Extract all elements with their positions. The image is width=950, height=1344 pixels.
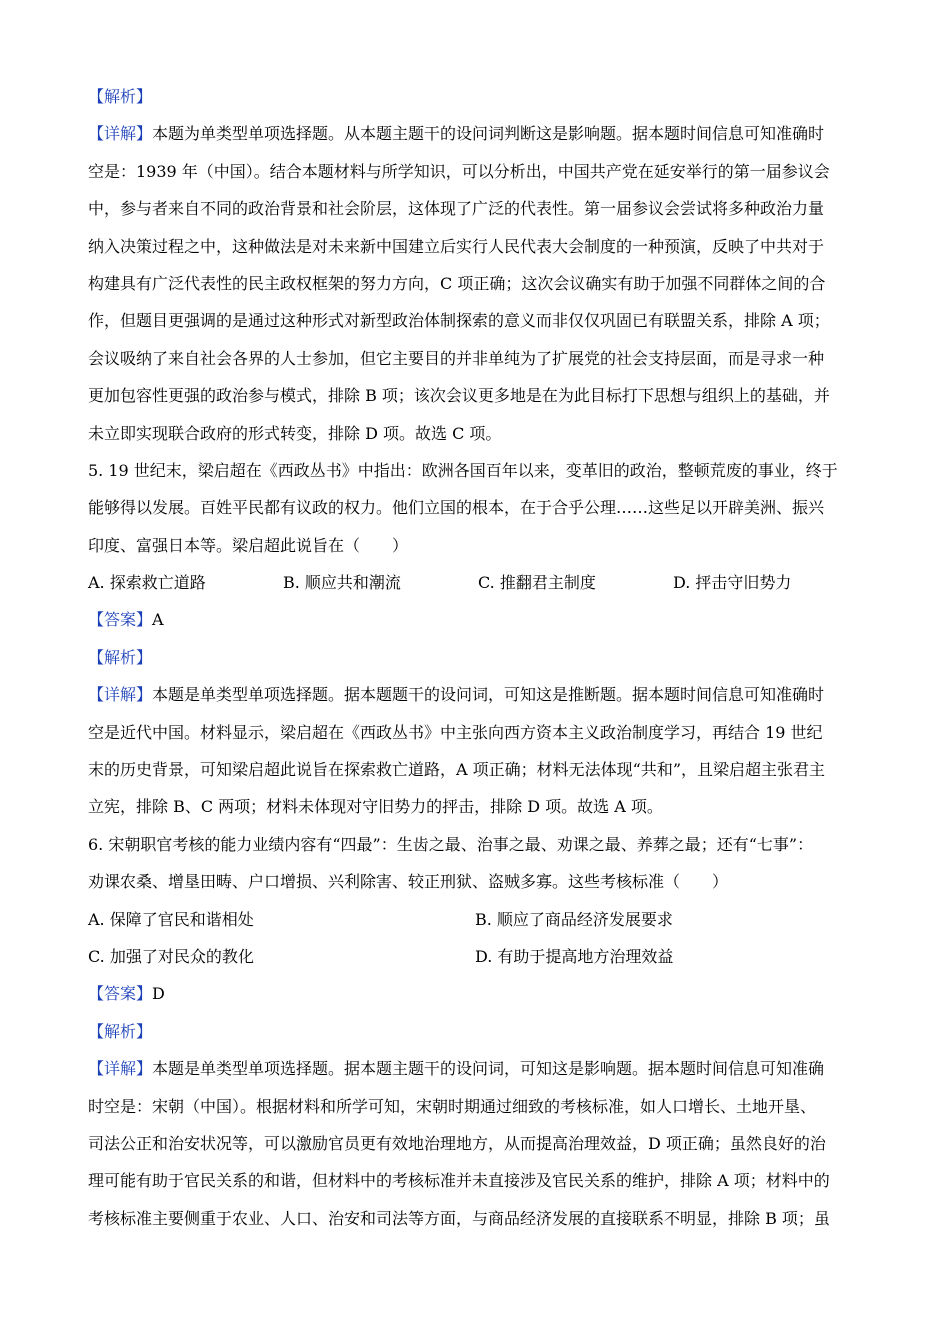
q6-analysis-heading [88,1013,862,1050]
q6-detail-line: 时空是：宋朝（中国）。根据材料和所学可知，宋朝时期通过细致的考核标准，如人口增长、土地开垦、 [88,1096,817,1116]
q6-option-c: C. 加强了对民众的教化 [88,946,254,966]
q6-detail-line [88,1050,862,1087]
q5-option-a: A. 探索救亡道路 [88,573,206,593]
detail-tag: 【详解】 [88,124,153,144]
q5-stem-line: 印度、富强日本等。梁启超此说旨在（ ） [88,535,409,555]
q5-detail-line: 末的历史背景，可知梁启超此说旨在探索救亡道路，A 项正确；材料无法体现“共和”，且梁启超主张君主 [88,760,826,780]
q5-detail-line [88,676,862,713]
q5-stem-line: 能够得以发展。百姓平民都有议政的权力。他们立国的根本，在于合乎公理……这些足以开辟美洲、振兴 [88,498,825,518]
analysis-tag: 【解析】 [88,647,153,667]
detail-text: 本题为单类型单项选择题。从本题主题干的设问词判断这是影响题。据本题时间信息可知准确时 [152,124,825,144]
q6-options-row-2 [88,938,862,975]
document-page [88,78,862,1237]
q6-option-d: D. 有助于提高地方治理效益 [475,946,674,966]
q6-detail-line: 考核标准主要侧重于农业、人口、治安和司法等方面，与商品经济发展的直接联系不明显，排除 B 项；虽 [88,1208,830,1228]
detail-line: 未立即实现联合政府的形式转变，排除 D 项。故选 C 项。 [88,423,502,443]
q6-detail-line: 司法公正和治安状况等，可以激励官员更有效地治理地方，从而提高治理效益，D 项正确；虽然良好的治 [88,1133,826,1153]
analysis-heading [88,78,862,115]
analysis-tag: 【解析】 [88,1021,153,1041]
q5-option-d: D. 抨击守旧势力 [673,573,792,593]
detail-line [88,115,862,152]
detail-line: 空是：1939 年（中国）。结合本题材料与所学知识，可以分析出，中国共产党在延安举行的第一届参议会 [88,161,830,181]
detail-line: 会议吸纳了来自社会各界的人士参加，但它主要目的并非单纯为了扩展党的社会支持层面，而是寻求一种 [88,348,825,368]
detail-text: 本题是单类型单项选择题。据本题主题干的设问词，可知这是影响题。据本题时间信息可知准确 [152,1059,825,1079]
detail-line: 中，参与者来自不同的政治背景和社会阶层，这体现了广泛的代表性。第一届参议会尝试将多种政治力量 [88,199,825,219]
q5-option-b: B. 顺应共和潮流 [283,573,401,593]
q6-stem-line: 劝课农桑、增垦田畴、户口增损、兴利除害、较正刑狱、盗贼多寡。这些考核标准（ ） [88,872,729,892]
detail-line: 纳入决策过程之中，这种做法是对未来新中国建立后实行人民代表大会制度的一种预演，反映了中共对于 [88,236,825,256]
q6-stem-line: 6. 宋朝职官考核的能力业绩内容有“四最”：生齿之最、治事之最、劝课之最、养葬之最；还有“七事”： [88,834,814,854]
q5-answer [88,601,862,638]
q5-option-c: C. 推翻君主制度 [478,573,596,593]
q5-options [88,564,862,601]
q5-analysis-heading [88,639,862,676]
q5-detail-line: 立宪，排除 B、C 两项；材料未体现对守旧势力的抨击，排除 D 项。故选 A 项。 [88,797,663,817]
q6-option-b: B. 顺应了商品经济发展要求 [475,909,673,929]
detail-line: 构建具有广泛代表性的民主政权框架的努力方向，C 项正确；这次会议确实有助于加强不同群体之间的合 [88,273,826,293]
q5-detail-line: 空是近代中国。材料显示，梁启超在《西政丛书》中主张向西方资本主义政治制度学习，再结合 19 世纪 [88,722,823,742]
detail-tag: 【详解】 [88,1059,153,1079]
detail-line: 作，但题目更强调的是通过这种形式对新型政治体制探索的意义而非仅仅巩固已有联盟关系，排除 A 项； [88,311,830,331]
detail-line: 更加包容性更强的政治参与模式，排除 B 项；该次会议更多地是在为此目标打下思想与组织上的基础，并 [88,386,830,406]
q6-option-a: A. 保障了官民和谐相处 [88,909,254,929]
q6-options-row-1 [88,901,862,938]
detail-text: 本题是单类型单项选择题。据本题题干的设问词，可知这是推断题。据本题时间信息可知准确时 [152,685,825,705]
detail-tag: 【详解】 [88,685,153,705]
analysis-tag: 【解析】 [88,87,153,106]
q5-stem-line: 5. 19 世纪末，梁启超在《西政丛书》中指出：欧洲各国百年以来，变革旧的政治，整顿荒废的事业，终于 [88,460,838,480]
answer-value: A [152,610,164,630]
answer-value: D [152,984,165,1004]
q6-answer [88,975,862,1012]
q6-detail-line: 理可能有助于官民关系的和谐，但材料中的考核标准并未直接涉及官民关系的维护，排除 A 项；材料中的 [88,1171,830,1191]
answer-tag: 【答案】 [88,610,153,630]
answer-tag: 【答案】 [88,984,153,1004]
